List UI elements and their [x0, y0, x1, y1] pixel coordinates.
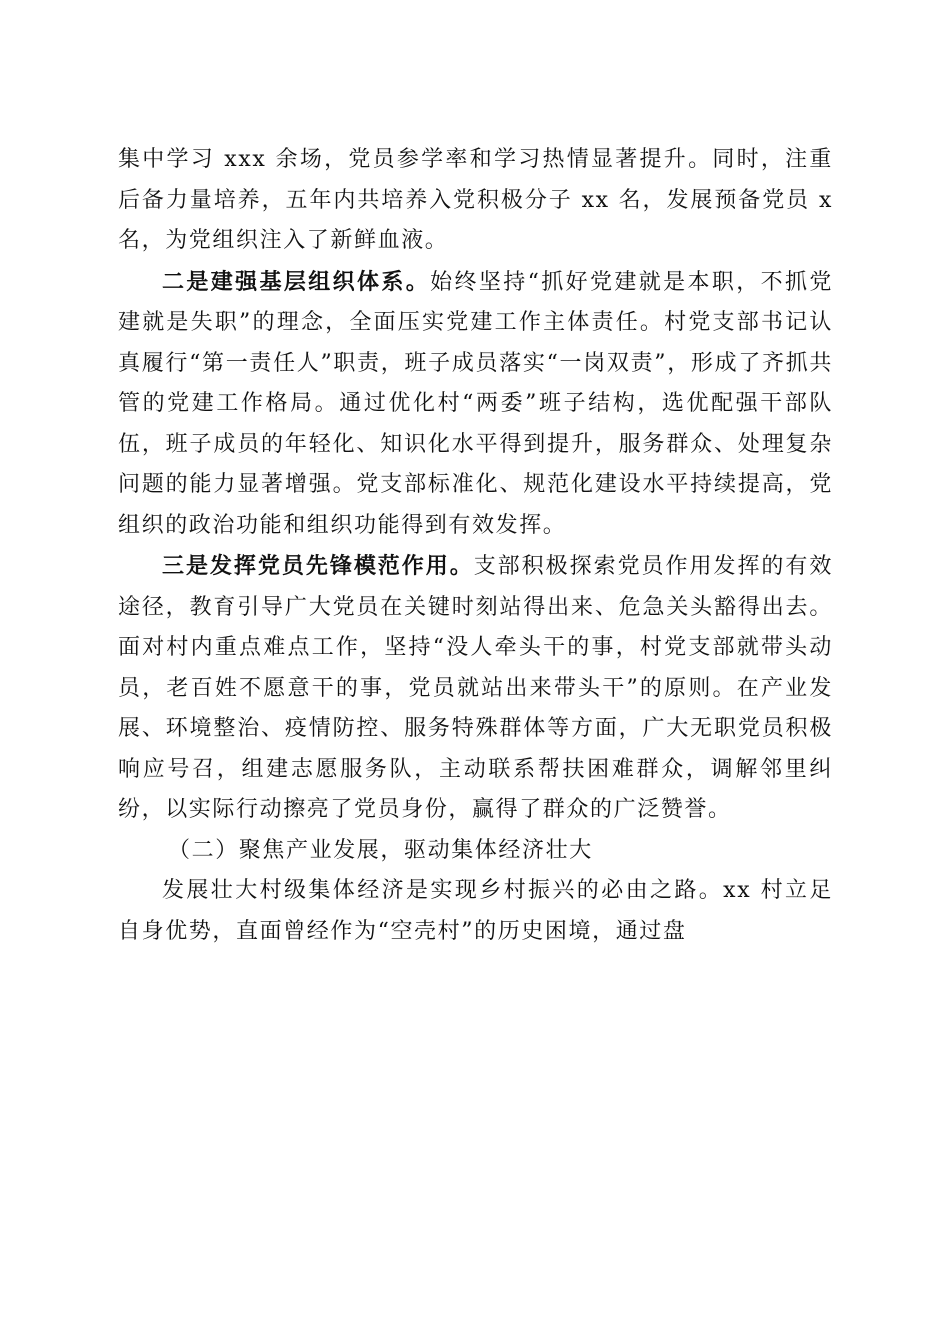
paragraph-lead-heading: 二是建强基层组织体系。: [162, 268, 431, 295]
paragraph-text: 支部积极探索党员作用发挥的有效途径，教育引导广大党员在关键时刻站得出来、危急关头豁得出去。面对村内重点难点工作，坚持“没人牵头干的事，村党支部就带头动员，老百姓不愿意干的事，党员就站出来带头干”的原则。在产业发展、环境整治、疫情防控、服务特殊群体等方面，广大无职党员积极响应号召，组建志愿服务队，主动联系帮扶困难群众，调解邻里纠纷，以实际行动擦亮了党员身份，赢得了群众的广泛赞誉。: [118, 554, 833, 822]
paragraph-text: 集中学习 xxx 余场，党员参学率和学习热情显著提升。同时，注重后备力量培养，五年内共培养入党积极分子 xx 名，发展预备党员 x 名，为党组织注入了新鲜血液。: [118, 147, 833, 253]
section-heading: （二）聚焦产业发展，驱动集体经济壮大: [168, 837, 593, 863]
paragraph-continuation: [118, 140, 833, 262]
paragraph-collective-economy: [118, 871, 833, 952]
paragraph-text: 始终坚持“抓好党建就是本职，不抓党建就是失职”的理念，全面压实党建工作主体责任。村党支部书记认真履行“第一责任人”职责，班子成员落实“一岗双责”，形成了齐抓共管的党建工作格局。通过优化村“两委”班子结构，选优配强干部队伍，班子成员的年轻化、知识化水平得到提升，服务群众、处理复杂问题的能力显著增强。党支部标准化、规范化建设水平持续提高，党组织的政治功能和组织功能得到有效发挥。: [118, 269, 833, 538]
paragraph-organization-system: [118, 262, 833, 547]
document-body: [118, 140, 833, 952]
paragraph-party-member-role: [118, 546, 833, 831]
paragraph-lead-heading: 三是发挥党员先锋模范作用。: [162, 553, 474, 579]
paragraph-text: 发展壮大村级集体经济是实现乡村振兴的必由之路。xx 村立足自身优势，直面曾经作为“空壳村”的历史困境，通过盘: [118, 878, 833, 944]
